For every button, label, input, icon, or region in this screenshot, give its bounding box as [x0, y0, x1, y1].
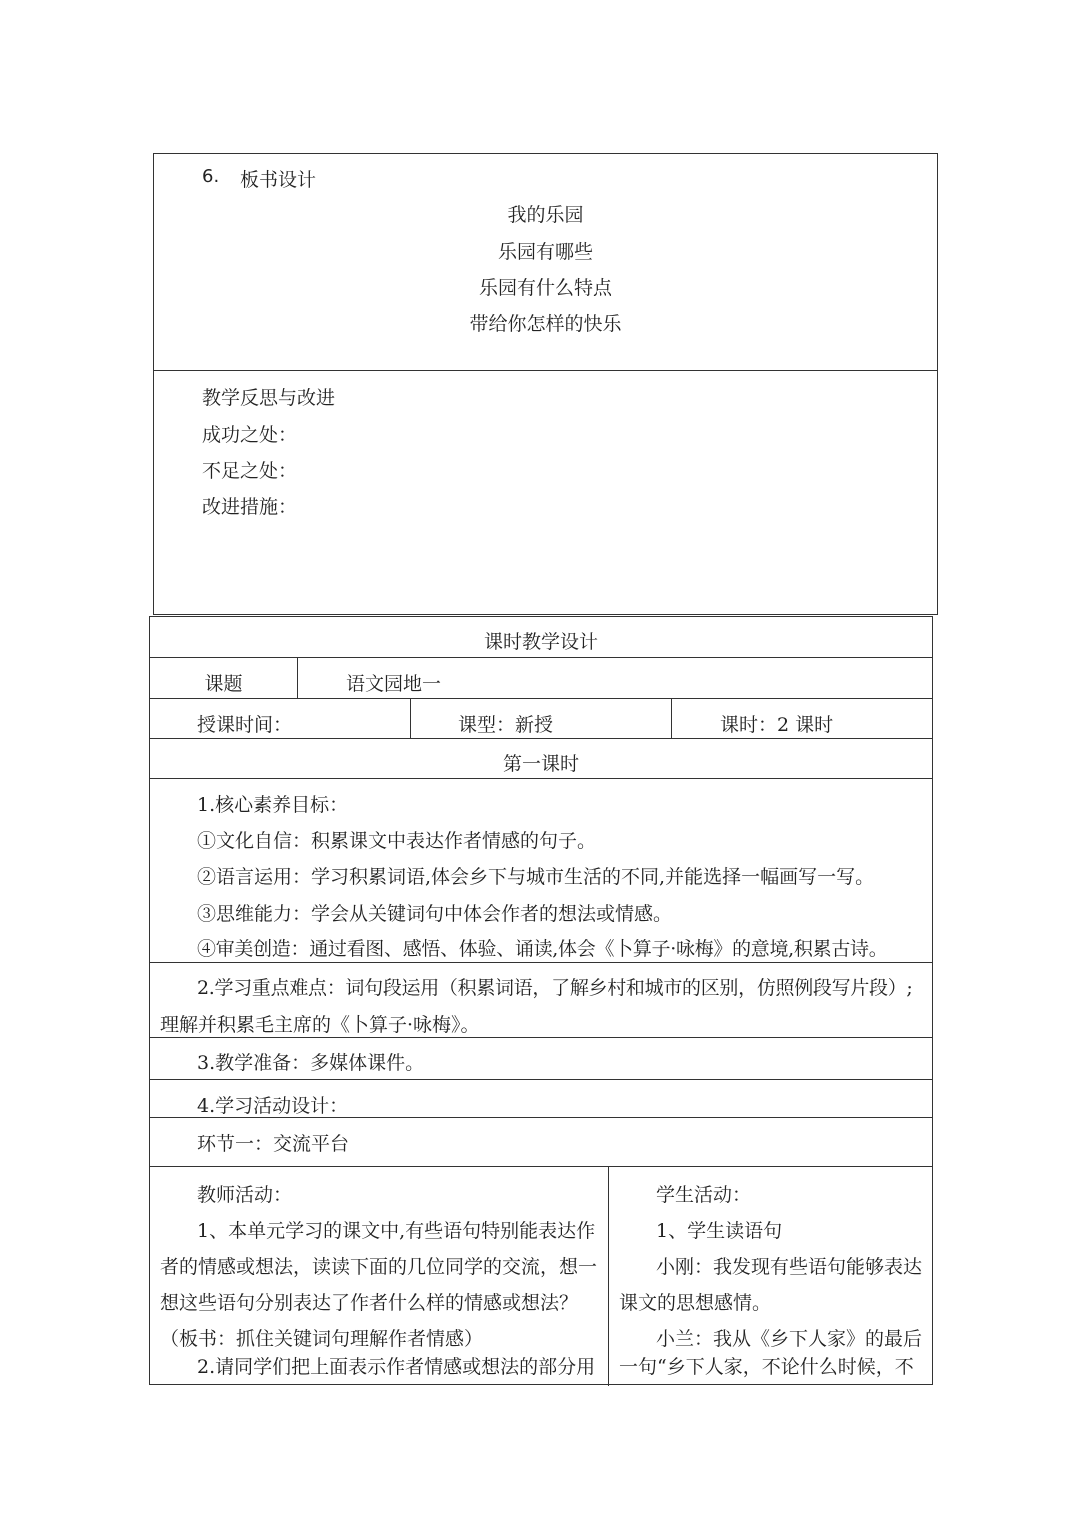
board-line: 我的乐园 [507, 204, 584, 226]
reflection-shortcoming: 不足之处： [202, 460, 298, 482]
board-line: 乐园有哪些 [497, 241, 593, 263]
period-count: 课时：2 课时 [720, 714, 834, 736]
teacher-activity-line: 者的情感或想法，读读下面的几位同学的交流，想一 [160, 1256, 598, 1278]
topic-label: 课题 [204, 673, 243, 695]
section-number: 6. [202, 166, 220, 187]
reflection-success: 成功之处： [202, 424, 298, 446]
row-divider [150, 778, 932, 779]
goal-item: ④审美创造：通过看图、感悟、体验、诵读,体会《卜算子·咏梅》的意境,积累古诗。 [197, 938, 888, 960]
board-design-cell [154, 154, 937, 371]
column-divider [297, 657, 298, 698]
goal-item: ②语言运用：学习积累词语,体会乡下与城市生活的不同,并能选择一幅画写一写。 [197, 866, 875, 888]
board-line: 带给你怎样的快乐 [469, 313, 622, 335]
table-header: 课时教学设计 [483, 631, 598, 653]
row-divider [150, 738, 932, 739]
reflection-title: 教学反思与改进 [202, 387, 336, 409]
row-divider [150, 1079, 932, 1080]
column-divider [671, 698, 672, 738]
row-divider [150, 698, 932, 699]
goal-item: ③思维能力：学会从关键词句中体会作者的想法或情感。 [197, 903, 673, 925]
column-divider [410, 698, 411, 738]
teacher-activity-line: 1、本单元学习的课文中,有些语句特别能表达作 [197, 1220, 596, 1242]
key-points-line: 2.学习重点难点：词句段运用（积累词语，了解乡村和城市的区别，仿照例段写片段）; [197, 977, 913, 999]
student-activity-line: 小刚：我发现有些语句能够表达 [656, 1256, 923, 1278]
teacher-activity-line: 想这些语句分别表达了作者什么样的情感或想法？ [160, 1292, 579, 1314]
teacher-activity-line: （板书：抓住关键词句理解作者情感） [160, 1328, 484, 1350]
student-activity-line: 1、学生读语句 [656, 1220, 783, 1242]
teacher-activity-title: 教师活动： [197, 1184, 293, 1206]
lesson-design-table [149, 616, 933, 1385]
goals-title: 1.核心素养目标： [197, 794, 349, 816]
student-activity-line: 小兰：我从《乡下人家》的最后 [656, 1328, 923, 1350]
section-title: 板书设计 [240, 169, 317, 191]
column-divider [608, 1166, 609, 1386]
key-points-line: 理解并积累毛主席的《卜算子·咏梅》。 [160, 1014, 480, 1036]
student-activity-title: 学生活动： [656, 1184, 752, 1206]
student-activity-line: 一句“乡下人家，不论什么时候，不 [619, 1356, 914, 1378]
reflection-improvement: 改进措施： [202, 496, 298, 518]
activity-design-title: 4.学习活动设计： [197, 1095, 349, 1117]
board-design-table [153, 153, 938, 615]
row-divider [150, 1037, 932, 1038]
topic-value: 语文园地一 [346, 673, 442, 695]
board-line: 乐园有什么特点 [478, 277, 612, 299]
reflection-cell [154, 371, 937, 614]
teacher-activity-line: 2.请同学们把上面表示作者情感或想法的部分用 [197, 1356, 596, 1378]
teaching-prep: 3.教学准备：多媒体课件。 [197, 1052, 425, 1074]
row-divider [150, 962, 932, 963]
goal-item: ①文化自信：积累课文中表达作者情感的句子。 [197, 830, 597, 852]
student-activity-line: 课文的思想感情。 [619, 1292, 772, 1314]
step-title: 环节一：交流平台 [197, 1133, 350, 1155]
row-divider [150, 657, 932, 658]
period-title: 第一课时 [502, 753, 579, 775]
row-divider [150, 1166, 932, 1167]
lesson-type: 课型：新授 [458, 714, 554, 736]
class-time-label: 授课时间： [197, 714, 293, 736]
